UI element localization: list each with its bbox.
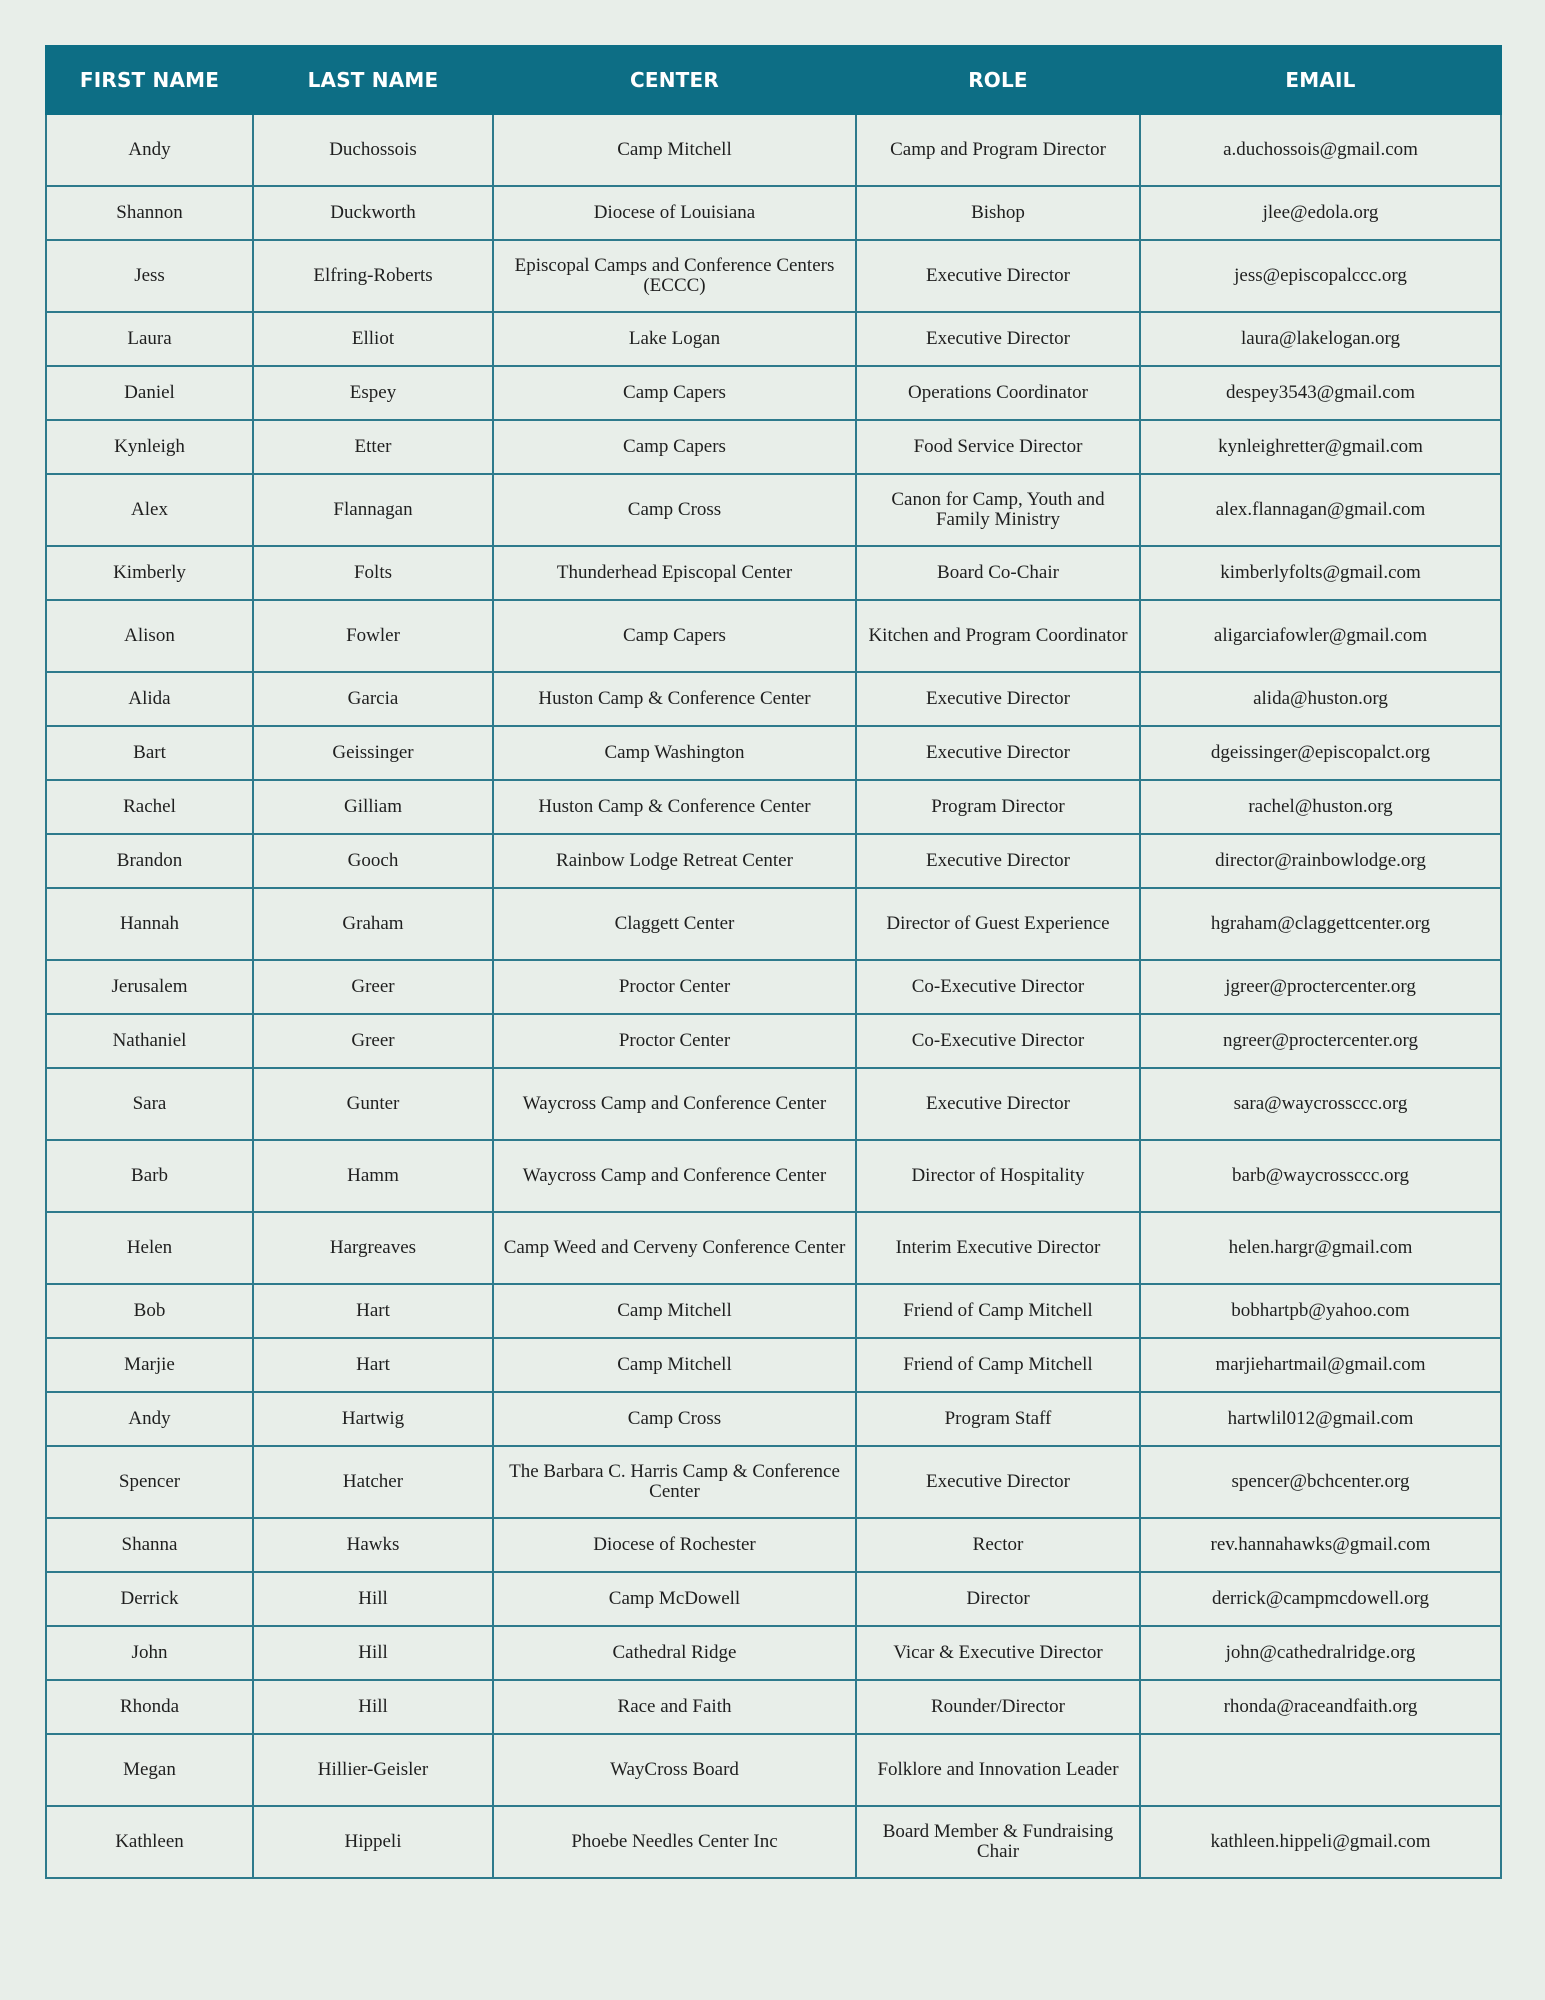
center-cell: Phoebe Needles Center Inc — [493, 1806, 856, 1878]
email-cell: a.duchossois@gmail.com — [1140, 114, 1501, 186]
first-name-cell: Nathaniel — [46, 1014, 253, 1068]
table-body — [46, 114, 1501, 1878]
email-cell: dgeissinger@episcopalct.org — [1140, 726, 1501, 780]
center-cell: Camp Capers — [493, 420, 856, 474]
contact-directory-table — [45, 45, 1502, 1879]
table-row — [46, 1338, 1501, 1392]
table-row — [46, 1446, 1501, 1518]
first-name-cell: Rhonda — [46, 1680, 253, 1734]
last-name-cell: Gunter — [253, 1068, 493, 1140]
role-cell: Executive Director — [856, 726, 1140, 780]
center-cell: Proctor Center — [493, 960, 856, 1014]
table-row — [46, 834, 1501, 888]
center-cell: WayCross Board — [493, 1734, 856, 1806]
role-cell: Camp and Program Director — [856, 114, 1140, 186]
header-role: ROLE — [856, 46, 1140, 114]
last-name-cell: Elfring-Roberts — [253, 240, 493, 312]
first-name-cell: Andy — [46, 114, 253, 186]
first-name-cell: Daniel — [46, 366, 253, 420]
table-row — [46, 780, 1501, 834]
table-row — [46, 240, 1501, 312]
email-cell: despey3543@gmail.com — [1140, 366, 1501, 420]
role-cell: Executive Director — [856, 672, 1140, 726]
center-cell: Claggett Center — [493, 888, 856, 960]
first-name-cell: Rachel — [46, 780, 253, 834]
role-cell: Executive Director — [856, 240, 1140, 312]
email-cell: jgreer@proctercenter.org — [1140, 960, 1501, 1014]
role-cell: Rector — [856, 1518, 1140, 1572]
first-name-cell: Marjie — [46, 1338, 253, 1392]
role-cell: Friend of Camp Mitchell — [856, 1338, 1140, 1392]
email-cell: director@rainbowlodge.org — [1140, 834, 1501, 888]
email-cell: aligarciafowler@gmail.com — [1140, 600, 1501, 672]
email-cell: rhonda@raceandfaith.org — [1140, 1680, 1501, 1734]
last-name-cell: Geissinger — [253, 726, 493, 780]
center-cell: Camp Capers — [493, 600, 856, 672]
table-row — [46, 474, 1501, 546]
last-name-cell: Hart — [253, 1284, 493, 1338]
last-name-cell: Elliot — [253, 312, 493, 366]
table-row — [46, 1734, 1501, 1806]
last-name-cell: Folts — [253, 546, 493, 600]
center-cell: Proctor Center — [493, 1014, 856, 1068]
center-cell: Camp Mitchell — [493, 1338, 856, 1392]
table-row — [46, 1626, 1501, 1680]
center-cell: Waycross Camp and Conference Center — [493, 1140, 856, 1212]
role-cell: Rounder/Director — [856, 1680, 1140, 1734]
last-name-cell: Gooch — [253, 834, 493, 888]
first-name-cell: Andy — [46, 1392, 253, 1446]
center-cell: Lake Logan — [493, 312, 856, 366]
table-row — [46, 1140, 1501, 1212]
table-row — [46, 1680, 1501, 1734]
center-cell: Camp Weed and Cerveny Conference Center — [493, 1212, 856, 1284]
email-cell: barb@waycrossccc.org — [1140, 1140, 1501, 1212]
role-cell: Executive Director — [856, 1068, 1140, 1140]
first-name-cell: Bob — [46, 1284, 253, 1338]
table-row — [46, 960, 1501, 1014]
email-cell: sara@waycrossccc.org — [1140, 1068, 1501, 1140]
first-name-cell: Kynleigh — [46, 420, 253, 474]
center-cell: Camp Mitchell — [493, 114, 856, 186]
table-row — [46, 1518, 1501, 1572]
table-row — [46, 1014, 1501, 1068]
email-cell: marjiehartmail@gmail.com — [1140, 1338, 1501, 1392]
table-row — [46, 186, 1501, 240]
role-cell: Kitchen and Program Coordinator — [856, 600, 1140, 672]
first-name-cell: Spencer — [46, 1446, 253, 1518]
role-cell: Director of Guest Experience — [856, 888, 1140, 960]
table-row — [46, 1806, 1501, 1878]
role-cell: Folklore and Innovation Leader — [856, 1734, 1140, 1806]
center-cell: Camp Capers — [493, 366, 856, 420]
email-cell: kimberlyfolts@gmail.com — [1140, 546, 1501, 600]
email-cell: helen.hargr@gmail.com — [1140, 1212, 1501, 1284]
table-header — [46, 46, 1501, 114]
role-cell: Co-Executive Director — [856, 960, 1140, 1014]
role-cell: Director — [856, 1572, 1140, 1626]
table-row — [46, 546, 1501, 600]
last-name-cell: Duchossois — [253, 114, 493, 186]
email-cell: derrick@campmcdowell.org — [1140, 1572, 1501, 1626]
center-cell: Huston Camp & Conference Center — [493, 672, 856, 726]
email-cell: alida@huston.org — [1140, 672, 1501, 726]
first-name-cell: Alex — [46, 474, 253, 546]
last-name-cell: Greer — [253, 1014, 493, 1068]
last-name-cell: Hargreaves — [253, 1212, 493, 1284]
center-cell: Thunderhead Episcopal Center — [493, 546, 856, 600]
last-name-cell: Flannagan — [253, 474, 493, 546]
email-cell: kathleen.hippeli@gmail.com — [1140, 1806, 1501, 1878]
first-name-cell: Laura — [46, 312, 253, 366]
last-name-cell: Etter — [253, 420, 493, 474]
email-cell: jlee@edola.org — [1140, 186, 1501, 240]
first-name-cell: John — [46, 1626, 253, 1680]
role-cell: Interim Executive Director — [856, 1212, 1140, 1284]
table-row — [46, 1392, 1501, 1446]
last-name-cell: Greer — [253, 960, 493, 1014]
center-cell: Camp McDowell — [493, 1572, 856, 1626]
last-name-cell: Hart — [253, 1338, 493, 1392]
table-row — [46, 600, 1501, 672]
role-cell: Vicar & Executive Director — [856, 1626, 1140, 1680]
first-name-cell: Shanna — [46, 1518, 253, 1572]
table-row — [46, 312, 1501, 366]
email-cell: alex.flannagan@gmail.com — [1140, 474, 1501, 546]
table-row — [46, 888, 1501, 960]
role-cell: Operations Coordinator — [856, 366, 1140, 420]
role-cell: Board Co-Chair — [856, 546, 1140, 600]
last-name-cell: Hawks — [253, 1518, 493, 1572]
first-name-cell: Derrick — [46, 1572, 253, 1626]
table-row — [46, 420, 1501, 474]
header-first-name: FIRST NAME — [46, 46, 253, 114]
email-cell — [1140, 1734, 1501, 1806]
first-name-cell: Jerusalem — [46, 960, 253, 1014]
last-name-cell: Gilliam — [253, 780, 493, 834]
email-cell: bobhartpb@yahoo.com — [1140, 1284, 1501, 1338]
first-name-cell: Barb — [46, 1140, 253, 1212]
header-email: EMAIL — [1140, 46, 1501, 114]
email-cell: laura@lakelogan.org — [1140, 312, 1501, 366]
first-name-cell: Bart — [46, 726, 253, 780]
email-cell: spencer@bchcenter.org — [1140, 1446, 1501, 1518]
center-cell: Rainbow Lodge Retreat Center — [493, 834, 856, 888]
first-name-cell: Shannon — [46, 186, 253, 240]
last-name-cell: Hill — [253, 1626, 493, 1680]
first-name-cell: Kimberly — [46, 546, 253, 600]
first-name-cell: Hannah — [46, 888, 253, 960]
first-name-cell: Helen — [46, 1212, 253, 1284]
role-cell: Co-Executive Director — [856, 1014, 1140, 1068]
table-row — [46, 366, 1501, 420]
email-cell: kynleighretter@gmail.com — [1140, 420, 1501, 474]
last-name-cell: Hartwig — [253, 1392, 493, 1446]
email-cell: hartwlil012@gmail.com — [1140, 1392, 1501, 1446]
last-name-cell: Hill — [253, 1680, 493, 1734]
table-row — [46, 1284, 1501, 1338]
first-name-cell: Megan — [46, 1734, 253, 1806]
role-cell: Program Staff — [856, 1392, 1140, 1446]
first-name-cell: Brandon — [46, 834, 253, 888]
role-cell: Canon for Camp, Youth and Family Ministry — [856, 474, 1140, 546]
center-cell: Diocese of Louisiana — [493, 186, 856, 240]
table-row — [46, 114, 1501, 186]
first-name-cell: Sara — [46, 1068, 253, 1140]
last-name-cell: Fowler — [253, 600, 493, 672]
center-cell: Race and Faith — [493, 1680, 856, 1734]
last-name-cell: Espey — [253, 366, 493, 420]
role-cell: Board Member & Fundraising Chair — [856, 1806, 1140, 1878]
last-name-cell: Hillier-Geisler — [253, 1734, 493, 1806]
center-cell: Camp Cross — [493, 1392, 856, 1446]
role-cell: Executive Director — [856, 1446, 1140, 1518]
header-last-name: LAST NAME — [253, 46, 493, 114]
table-row — [46, 1068, 1501, 1140]
center-cell: Diocese of Rochester — [493, 1518, 856, 1572]
role-cell: Friend of Camp Mitchell — [856, 1284, 1140, 1338]
last-name-cell: Hippeli — [253, 1806, 493, 1878]
role-cell: Executive Director — [856, 834, 1140, 888]
first-name-cell: Alison — [46, 600, 253, 672]
center-cell: Huston Camp & Conference Center — [493, 780, 856, 834]
table-row — [46, 672, 1501, 726]
last-name-cell: Hatcher — [253, 1446, 493, 1518]
role-cell: Director of Hospitality — [856, 1140, 1140, 1212]
role-cell: Executive Director — [856, 312, 1140, 366]
first-name-cell: Alida — [46, 672, 253, 726]
table-row — [46, 1212, 1501, 1284]
center-cell: Camp Washington — [493, 726, 856, 780]
last-name-cell: Hill — [253, 1572, 493, 1626]
email-cell: john@cathedralridge.org — [1140, 1626, 1501, 1680]
table-row — [46, 726, 1501, 780]
role-cell: Program Director — [856, 780, 1140, 834]
center-cell: Waycross Camp and Conference Center — [493, 1068, 856, 1140]
last-name-cell: Duckworth — [253, 186, 493, 240]
role-cell: Food Service Director — [856, 420, 1140, 474]
first-name-cell: Jess — [46, 240, 253, 312]
email-cell: jess@episcopalccc.org — [1140, 240, 1501, 312]
last-name-cell: Hamm — [253, 1140, 493, 1212]
role-cell: Bishop — [856, 186, 1140, 240]
table-row — [46, 1572, 1501, 1626]
email-cell: hgraham@claggettcenter.org — [1140, 888, 1501, 960]
center-cell: Camp Mitchell — [493, 1284, 856, 1338]
header-center: CENTER — [493, 46, 856, 114]
center-cell: Cathedral Ridge — [493, 1626, 856, 1680]
center-cell: Camp Cross — [493, 474, 856, 546]
last-name-cell: Graham — [253, 888, 493, 960]
header-row — [46, 46, 1501, 114]
email-cell: ngreer@proctercenter.org — [1140, 1014, 1501, 1068]
first-name-cell: Kathleen — [46, 1806, 253, 1878]
center-cell: The Barbara C. Harris Camp & Conference Center — [493, 1446, 856, 1518]
last-name-cell: Garcia — [253, 672, 493, 726]
email-cell: rev.hannahawks@gmail.com — [1140, 1518, 1501, 1572]
center-cell: Episcopal Camps and Conference Centers (ECCC) — [493, 240, 856, 312]
email-cell: rachel@huston.org — [1140, 780, 1501, 834]
